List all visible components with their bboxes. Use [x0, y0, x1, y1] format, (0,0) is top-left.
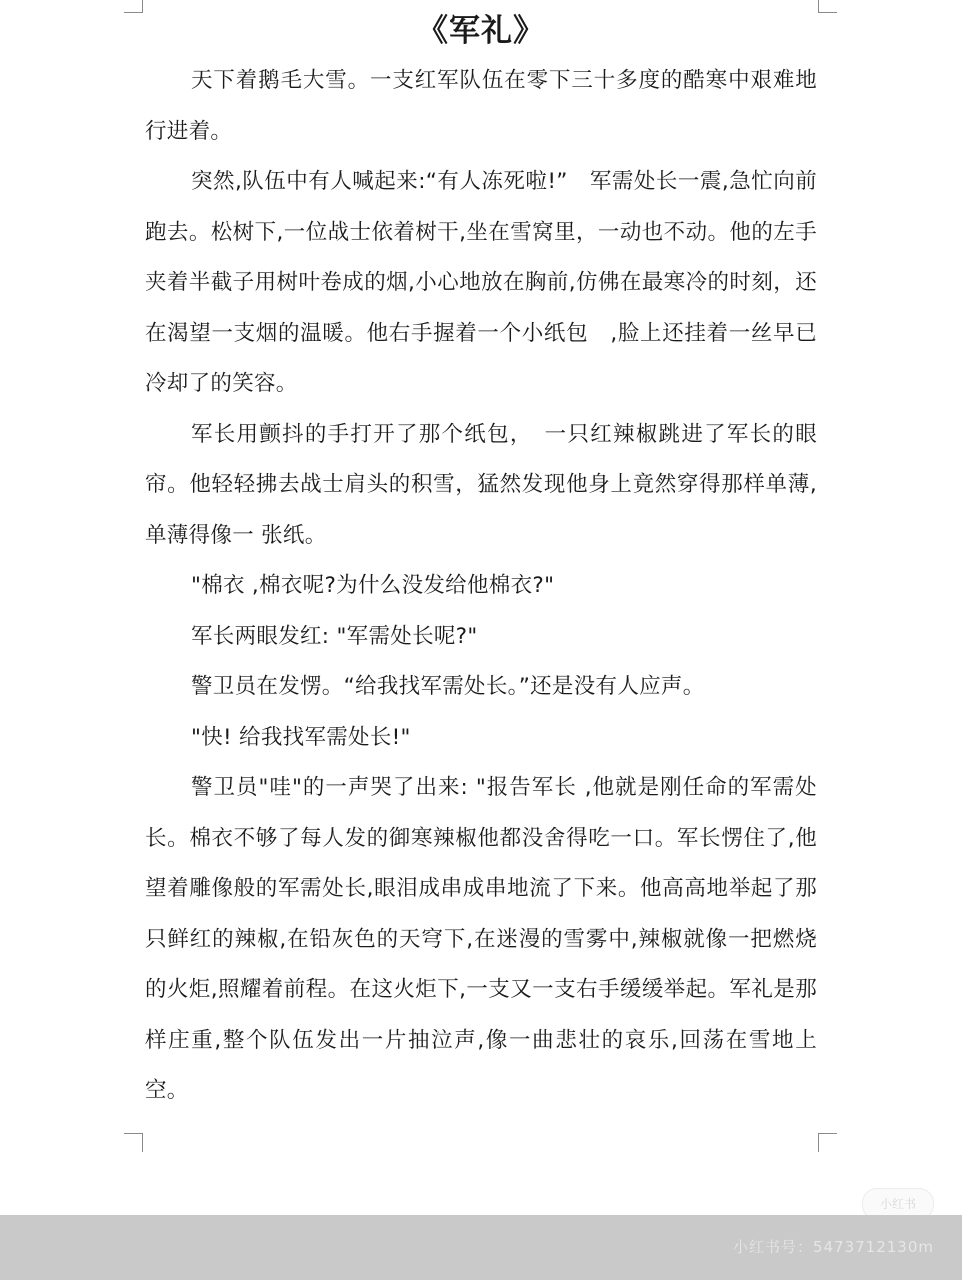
paragraph: 天下着鹅毛大雪。一支红军队伍在零下三十多度的酷寒中艰难地行进着。	[145, 68, 817, 144]
paragraph: "快! 给我找军需处长!"	[191, 724, 411, 750]
watermark-logo-badge: 小红书	[862, 1188, 934, 1220]
document-title: 《军礼》	[417, 13, 545, 49]
crop-mark-bottom-left	[124, 1133, 143, 1152]
paragraph: 军长用颤抖的手打开了那个纸包， 一只红辣椒跳进了军长的眼帘。他轻轻拂去战士肩头的积雪，猛然发现他身上竟然穿得那样单薄,单薄得像一 张纸。	[145, 421, 817, 548]
watermark-text: 小红书号：5473712130m	[732, 1238, 934, 1256]
crop-mark-bottom-right	[818, 1133, 837, 1152]
paragraph: "棉衣 ,棉衣呢?为什么没发给他棉衣?"	[191, 573, 555, 598]
paragraph: 警卫员"哇"的一声哭了出来: "报告军长 ,他就是刚任命的军需处长。棉衣不够了每人发的御寒辣椒他都没舍得吃一口。军长愣住了,他望着雕像般的军需处长,眼泪成串成串地流了下来。他高高地举起了那只鲜红的辣椒,在铅灰色的天穹下,在迷漫的雪雾中,辣椒就像一把燃烧的火炬,照耀着前程。在这火炬下,一支又一支右手缓缓举起。军礼是那样庄重,整个队伍发出一片抽泣声,像一曲悲壮的哀乐,回荡在雪地上空。	[145, 775, 817, 1103]
paragraph: 军长两眼发红: "军需处长呢?"	[191, 623, 478, 649]
paragraph: 警卫员在发愣。“给我找军需处长。”还是没有人应声。	[191, 674, 705, 699]
paragraph: 突然,队伍中有人喊起来:“有人冻死啦!” 军需处长一震,急忙向前跑去。松树下,一位战士依着树干,坐在雪窝里，一动也不动。他的左手夹着半截子用树叶卷成的烟,小心地放在胸前,仿佛在最寒冷的时刻，还在渴望一支烟的温暖。他右手握着一个小纸包 ,脸上还挂着一丝早已冷却了的笑容。	[145, 169, 817, 396]
document-body	[145, 56, 817, 1117]
